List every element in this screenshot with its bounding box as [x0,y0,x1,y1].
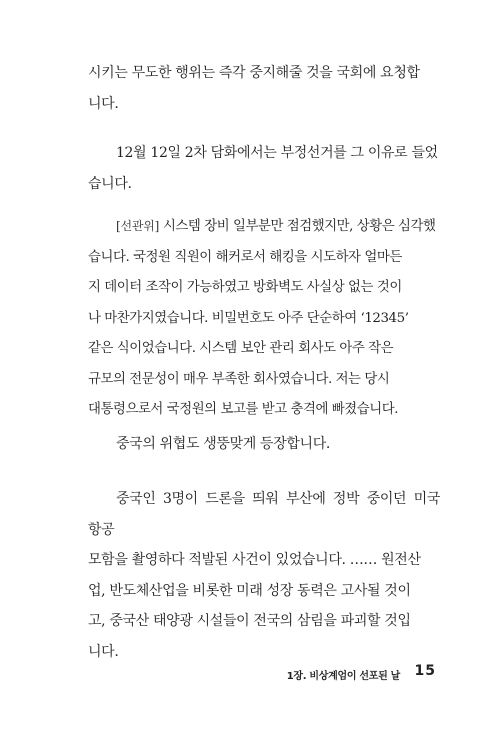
paragraph-line: 습니다. [88,175,132,192]
paragraph-5 [88,484,440,667]
page-footer [0,663,500,683]
paragraph-line: 대통령으로서 국정원의 보고를 받고 충격에 빠졌습니다. [88,402,398,417]
paragraph-line: 모함을 촬영하다 적발된 사건이 있었습니다. …… 원전산 [88,552,421,568]
paragraph-line: 시스템 장비 일부분만 점검했지만, 상황은 심각했 [159,219,436,234]
paragraph-line: 업, 반도체산업을 비롯한 미래 성장 동력은 고사될 것이 [88,582,411,599]
paragraph-2 [88,138,440,199]
paragraph-line: 니다. [88,643,119,660]
paragraph-line: 같은 식이었습니다. 시스템 보안 관리 회사도 아주 작은 [88,341,394,356]
paragraph-4 [88,429,440,460]
page-number: 15 [414,663,436,679]
paragraph-line: 중국인 3명이 드론을 띄워 부산에 정박 중이던 미국 항공 [88,491,440,538]
paragraph-line: 중국의 위협도 생뚱맞게 등장합니다. [116,436,331,452]
paragraph-line: 고, 중국산 태양광 시설들이 전국의 삼림을 파괴할 것입 [88,613,411,629]
quote-paragraph [88,211,440,426]
paragraph-line: 니다. [88,95,119,112]
paragraph-line: 규모의 전문성이 매우 부족한 회사였습니다. 저는 당시 [88,371,390,387]
paragraph-line: 12월 12일 2차 담화에서는 부정선거를 그 이유로 들었 [116,145,438,161]
paragraph-line: 나 마찬가지였습니다. 비밀번호도 아주 단순하여 ‘12345’ [88,310,409,326]
paragraph-line: 시키는 무도한 행위는 즉각 중지해줄 것을 국회에 요청합 [88,65,420,81]
running-chapter-title: 1장. 비상계엄이 선포된 날 [286,671,400,682]
speaker-label: [선관위] [116,219,160,233]
paragraph-1 [88,58,440,119]
paragraph-line: 지 데이터 조작이 가능하였고 방화벽도 사실상 없는 것이 [88,280,402,295]
paragraph-line: 습니다. 국정원 직원이 해커로서 해킹을 시도하자 얼마든 [88,249,402,265]
